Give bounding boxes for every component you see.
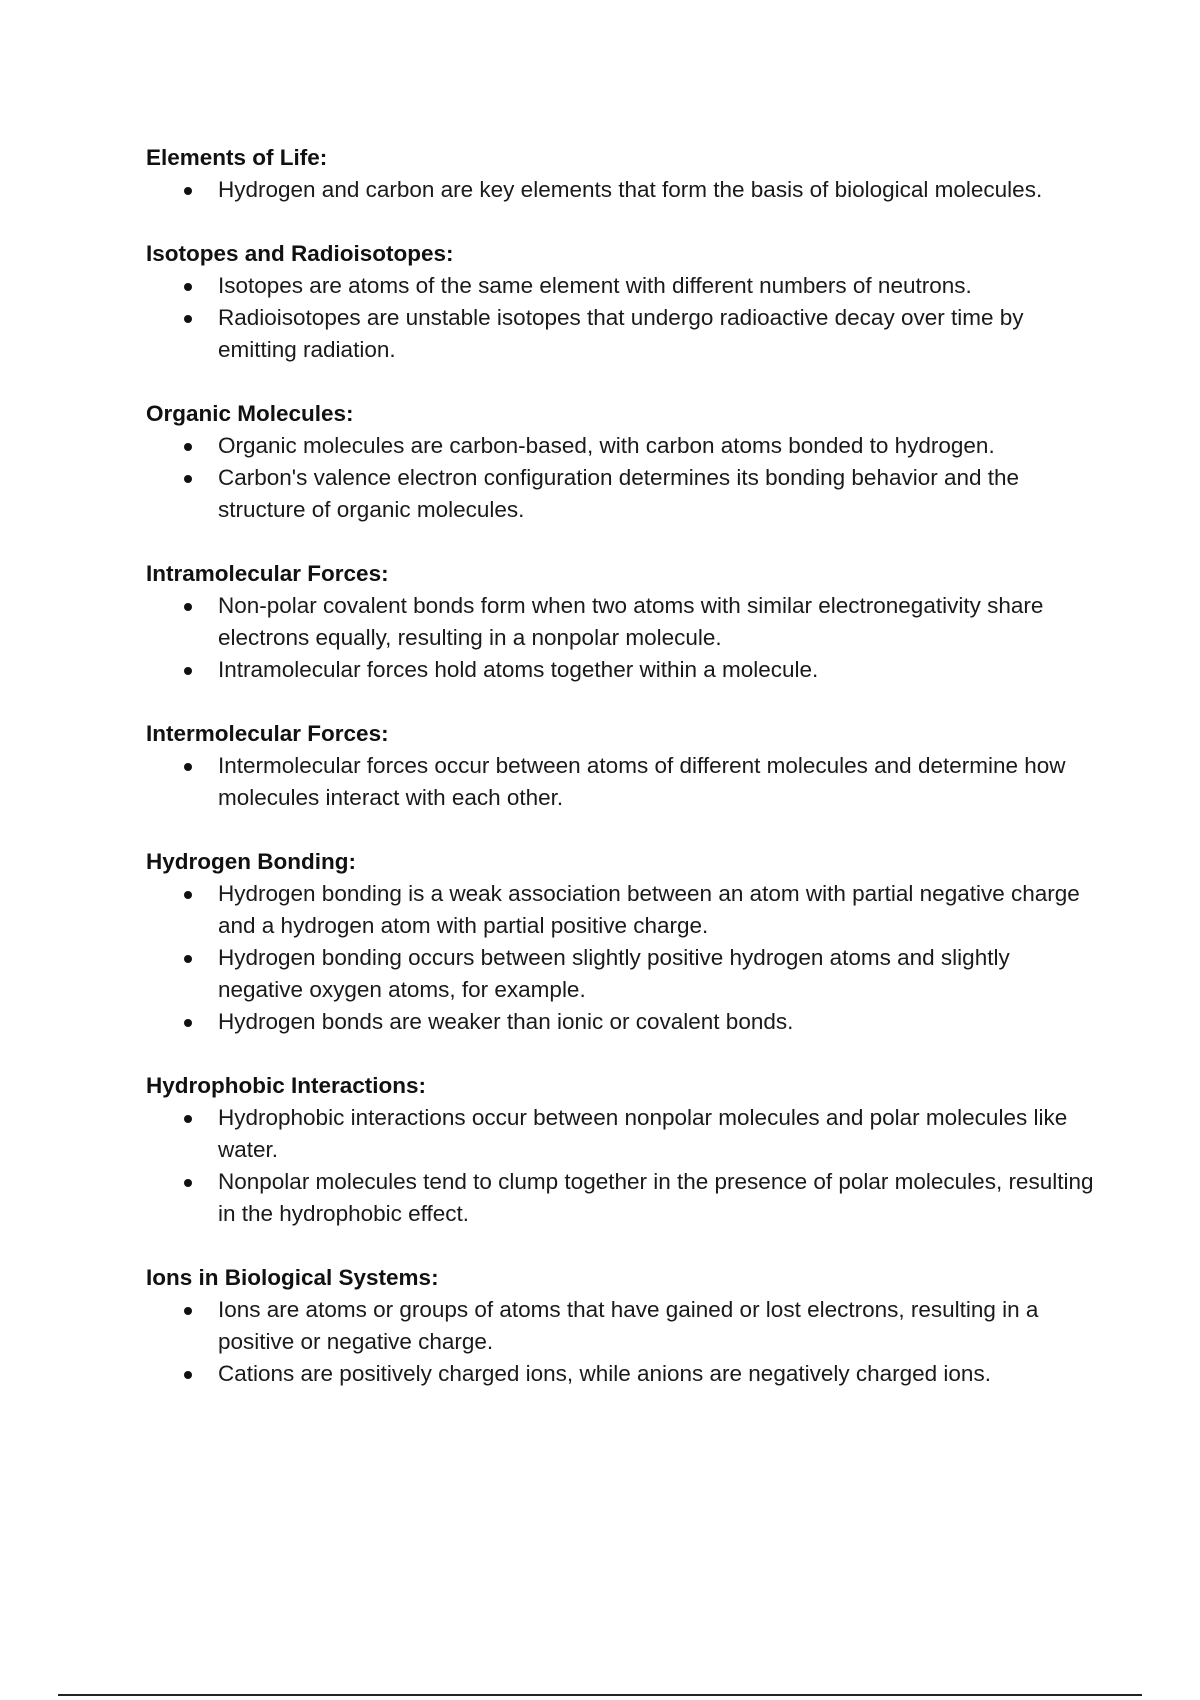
document-content: [146, 142, 1096, 1422]
bullet-item: [146, 1294, 1096, 1358]
bullet-icon: [184, 667, 192, 675]
bullet-list: [146, 430, 1096, 526]
section-heading: Ions in Biological Systems:: [146, 1265, 439, 1290]
bullet-item: [146, 430, 1096, 462]
bullet-list: [146, 270, 1096, 366]
bullet-text: Intramolecular forces hold atoms together within a molecule.: [218, 657, 819, 682]
bullet-item: [146, 654, 1096, 686]
section-elements-of-life: [146, 142, 1096, 206]
bullet-icon: [184, 1307, 192, 1315]
bullet-text: Intermolecular forces occur between atoms of different molecules and determine how molecules interact with each other.: [218, 753, 1066, 810]
bullet-item: [146, 174, 1096, 206]
bullet-list: [146, 1102, 1096, 1230]
bullet-list: [146, 750, 1096, 814]
bullet-list: [146, 1294, 1096, 1390]
bullet-icon: [184, 1179, 192, 1187]
section-hydrogen-bonding: [146, 846, 1096, 1038]
section-organic-molecules: [146, 398, 1096, 526]
bullet-text: Hydrophobic interactions occur between nonpolar molecules and polar molecules like water.: [218, 1105, 1068, 1162]
page-bottom-rule: [58, 1694, 1142, 1696]
section-heading: Hydrophobic Interactions:: [146, 1073, 427, 1098]
bullet-item: [146, 590, 1096, 654]
section-ions: [146, 1262, 1096, 1390]
bullet-item: [146, 1006, 1096, 1038]
section-heading: Intramolecular Forces:: [146, 561, 389, 586]
bullet-item: [146, 1166, 1096, 1230]
bullet-icon: [184, 1371, 192, 1379]
bullet-text: Hydrogen bonding is a weak association between an atom with partial negative charge and a hydrogen atom with partial positive charge.: [218, 881, 1080, 938]
bullet-list: [146, 590, 1096, 686]
bullet-text: Organic molecules are carbon-based, with carbon atoms bonded to hydrogen.: [218, 433, 995, 458]
section-heading: Organic Molecules:: [146, 401, 354, 426]
bullet-item: [146, 270, 1096, 302]
section-intramolecular-forces: [146, 558, 1096, 686]
section-heading: Hydrogen Bonding:: [146, 849, 356, 874]
section-heading: Elements of Life:: [146, 145, 328, 170]
bullet-text: Ions are atoms or groups of atoms that have gained or lost electrons, resulting in a positive or negative charge.: [218, 1297, 1039, 1354]
section-isotopes: [146, 238, 1096, 366]
bullet-icon: [184, 891, 192, 899]
bullet-icon: [184, 315, 192, 323]
bullet-item: [146, 750, 1096, 814]
bullet-icon: [184, 955, 192, 963]
bullet-icon: [184, 1115, 192, 1123]
bullet-item: [146, 462, 1096, 526]
bullet-icon: [184, 187, 192, 195]
section-heading: Intermolecular Forces:: [146, 721, 389, 746]
bullet-text: Non-polar covalent bonds form when two atoms with similar electronegativity share electrons equally, resulting in a nonpolar molecule.: [218, 593, 1044, 650]
bullet-item: [146, 302, 1096, 366]
bullet-icon: [184, 475, 192, 483]
bullet-text: Cations are positively charged ions, while anions are negatively charged ions.: [218, 1361, 991, 1386]
bullet-text: Carbon's valence electron configuration determines its bonding behavior and the structure of organic molecules.: [218, 465, 1020, 522]
bullet-text: Isotopes are atoms of the same element with different numbers of neutrons.: [218, 273, 972, 298]
bullet-text: Radioisotopes are unstable isotopes that undergo radioactive decay over time by emitting radiation.: [218, 305, 1024, 362]
bullet-item: [146, 942, 1096, 1006]
bullet-item: [146, 878, 1096, 942]
bullet-text: Hydrogen bonds are weaker than ionic or covalent bonds.: [218, 1009, 794, 1034]
bullet-icon: [184, 443, 192, 451]
section-hydrophobic-interactions: [146, 1070, 1096, 1230]
bullet-list: [146, 878, 1096, 1038]
bullet-list: [146, 174, 1096, 206]
bullet-item: [146, 1102, 1096, 1166]
bullet-icon: [184, 283, 192, 291]
bullet-text: Nonpolar molecules tend to clump together in the presence of polar molecules, resulting in the hydrophobic effect.: [218, 1169, 1094, 1226]
bullet-text: Hydrogen and carbon are key elements that form the basis of biological molecules.: [218, 177, 1043, 202]
bullet-icon: [184, 763, 192, 771]
bullet-icon: [184, 1019, 192, 1027]
bullet-icon: [184, 603, 192, 611]
bullet-text: Hydrogen bonding occurs between slightly positive hydrogen atoms and slightly negative oxygen atoms, for example.: [218, 945, 1010, 1002]
section-intermolecular-forces: [146, 718, 1096, 814]
section-heading: Isotopes and Radioisotopes:: [146, 241, 454, 266]
bullet-item: [146, 1358, 1096, 1390]
